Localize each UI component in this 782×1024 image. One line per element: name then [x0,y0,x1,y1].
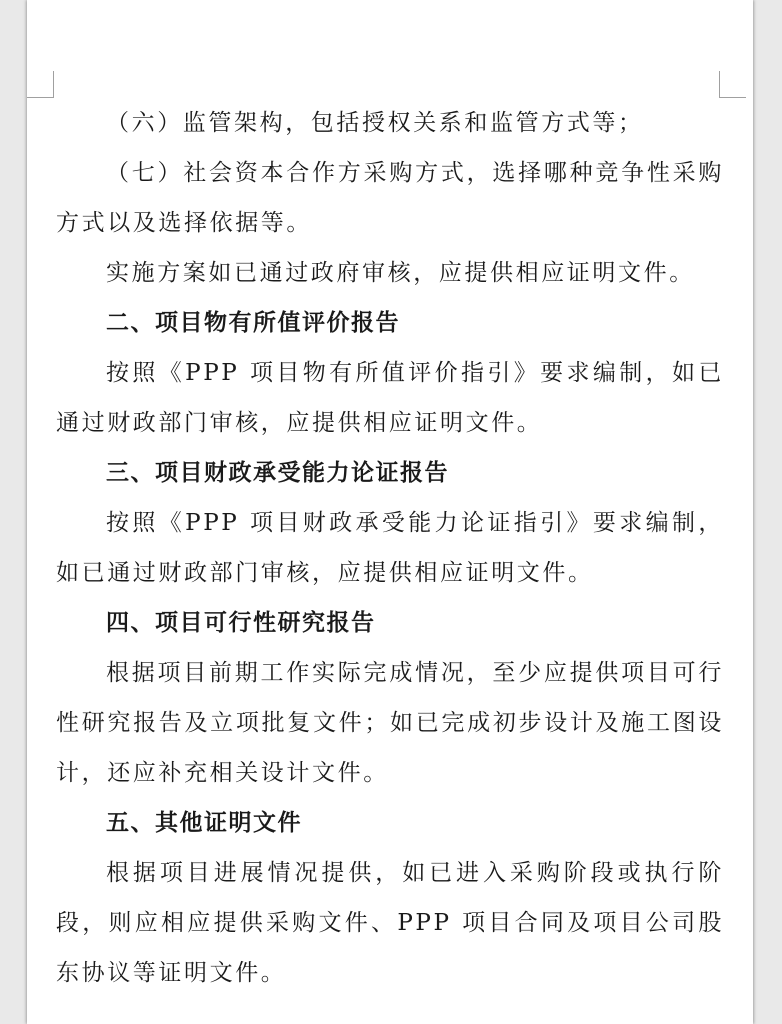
heading-feasibility-study-report: 四、项目可行性研究报告 [106,610,376,636]
document-page [27,0,753,1024]
paragraph-value-for-money: 按照《PPP 项目物有所值评价指引》要求编制，如已通过财政部门审核，应提供相应证明文件。 [56,360,724,436]
paragraph-fiscal-affordability: 按照《PPP 项目财政承受能力论证指引》要求编制，如已通过财政部门审核，应提供相应证明文件。 [56,510,724,586]
heading-fiscal-affordability-report: 三、项目财政承受能力论证报告 [106,460,449,486]
paragraph-procurement-method: （七）社会资本合作方采购方式，选择哪种竞争性采购方式以及选择依据等。 [56,160,724,236]
paragraph-other-documents: 根据项目进展情况提供，如已进入采购阶段或执行阶段，则应相应提供采购文件、PPP 项目合同及项目公司股东协议等证明文件。 [56,860,725,986]
heading-value-for-money-report: 二、项目物有所值评价报告 [106,310,400,336]
crop-mark-top-left [27,71,54,98]
paragraph-supervision-structure: （六）监管架构，包括授权关系和监管方式等； [106,110,644,136]
paragraph-feasibility-study: 根据项目前期工作实际完成情况，至少应提供项目可行性研究报告及立项批复文件；如已完成初步设计及施工图设计，还应补充相关设计文件。 [56,660,724,786]
crop-mark-top-right [719,71,746,98]
paragraph-implementation-approval: 实施方案如已通过政府审核，应提供相应证明文件。 [106,260,695,286]
document-body [56,98,724,998]
heading-other-supporting-documents: 五、其他证明文件 [106,810,302,836]
